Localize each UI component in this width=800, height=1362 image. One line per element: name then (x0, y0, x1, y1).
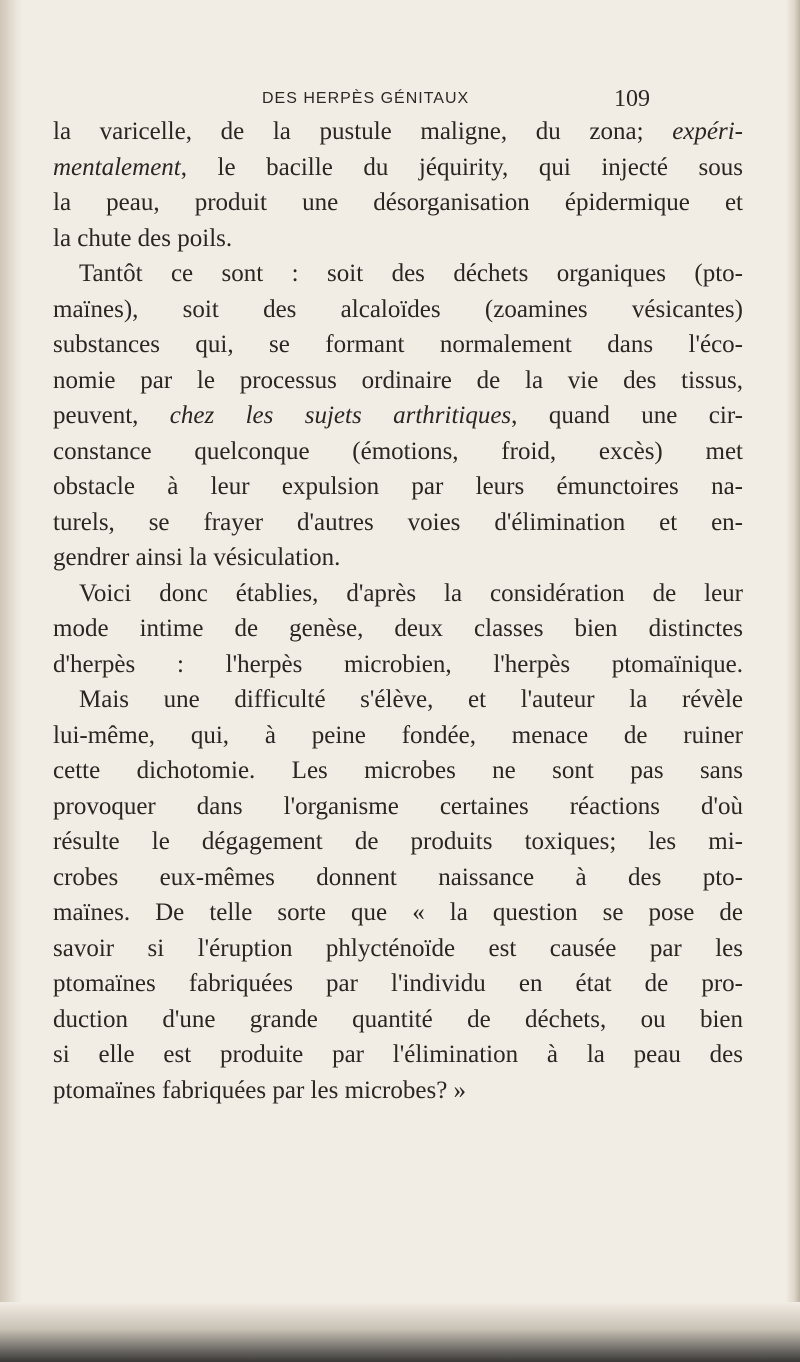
text-run: obstacle à leur expulsion par leurs émunctoires na- (53, 473, 743, 500)
text-run: la peau, produit une désorganisation épidermique et (53, 189, 743, 216)
text-line (53, 1037, 743, 1073)
text-line (53, 185, 743, 221)
text-run: ptomaïnes fabriquées par l'individu en état de pro- (53, 970, 743, 997)
text-line (53, 647, 743, 683)
text-run: maïnes), soit des alcaloïdes (zoamines vésicantes) (53, 295, 743, 323)
text-line (53, 398, 743, 434)
text-run: Mais une difficulté s'élève, et l'auteur la révèle (79, 686, 743, 713)
text-run: constance quelconque (émotions, froid, excès) met (53, 437, 743, 465)
text-run: , quand une cir- (511, 402, 743, 429)
text-run: la varicelle, de la pustule maligne, du zona; (53, 118, 673, 145)
text-run: substances qui, se formant normalement dans l'éco- (53, 331, 743, 358)
text-line (53, 1073, 743, 1109)
text-line (53, 931, 743, 967)
text-line (53, 505, 743, 541)
italic-text-run: chez les sujets arthritiques (169, 402, 512, 429)
text-line (53, 150, 743, 186)
text-line (53, 114, 743, 150)
body-text (53, 114, 743, 1108)
text-line (53, 469, 743, 505)
text-line (53, 576, 743, 612)
text-line (53, 256, 743, 292)
text-run: nomie par le processus ordinaire de la vie des tissus, (53, 366, 743, 394)
text-line (53, 966, 743, 1002)
text-run: mode intime de genèse, deux classes bien distinctes (53, 615, 743, 642)
text-run: provoquer dans l'organisme certaines réactions d'où (53, 792, 743, 820)
text-run: , le bacille du jéquirity, qui injecté sous (180, 153, 743, 181)
text-line (53, 292, 743, 328)
text-run: peuvent, (53, 402, 170, 429)
running-title: DES HERPÈS GÉNITAUX (262, 90, 470, 107)
scan-bottom-edge (0, 1302, 800, 1362)
page-edge-shadow (786, 0, 800, 1362)
text-line (53, 682, 743, 718)
page-number: 109 (614, 86, 650, 112)
text-line (53, 363, 743, 399)
text-run: ptomaïnes fabriquées par les microbes? » (53, 1076, 467, 1104)
text-run: gendrer ainsi la vésiculation. (53, 544, 341, 571)
page-gutter-shadow (0, 0, 22, 1362)
text-run: cette dichotomie. Les microbes ne sont pas sans (53, 757, 743, 784)
text-run: maïnes. De telle sorte que « la question se pose de (53, 899, 743, 926)
text-run: Tantôt ce sont : soit des déchets organiques (pto- (79, 260, 743, 287)
text-run: résulte le dégagement de produits toxiques; les mi- (53, 828, 743, 855)
text-run: turels, se frayer d'autres voies d'élimination et en- (53, 508, 743, 536)
text-line (53, 718, 743, 754)
text-line (53, 434, 743, 470)
text-line (53, 824, 743, 860)
text-run: lui-même, qui, à peine fondée, menace de ruiner (53, 721, 743, 749)
text-line (53, 540, 743, 576)
text-line (53, 860, 743, 896)
text-run: la chute des poils. (53, 224, 233, 252)
text-line (53, 1002, 743, 1038)
text-line (53, 789, 743, 825)
italic-text-run: expéri- (672, 118, 743, 145)
text-line (53, 327, 743, 363)
text-run: duction d'une grande quantité de déchets, ou bien (53, 1005, 743, 1033)
text-line (53, 753, 743, 789)
text-run: crobes eux-mêmes donnent naissance à des pto- (53, 863, 743, 891)
text-run: savoir si l'éruption phlycténoïde est causée par les (53, 934, 743, 962)
text-line (53, 611, 743, 647)
text-line (53, 221, 743, 257)
italic-text-run: mentalement (53, 153, 181, 181)
text-run: Voici donc établies, d'après la considération de leur (79, 579, 743, 607)
text-run: d'herpès : l'herpès microbien, l'herpès ptomaïnique. (53, 650, 743, 678)
text-run: si elle est produite par l'élimination à la peau des (53, 1041, 743, 1068)
text-line (53, 895, 743, 931)
